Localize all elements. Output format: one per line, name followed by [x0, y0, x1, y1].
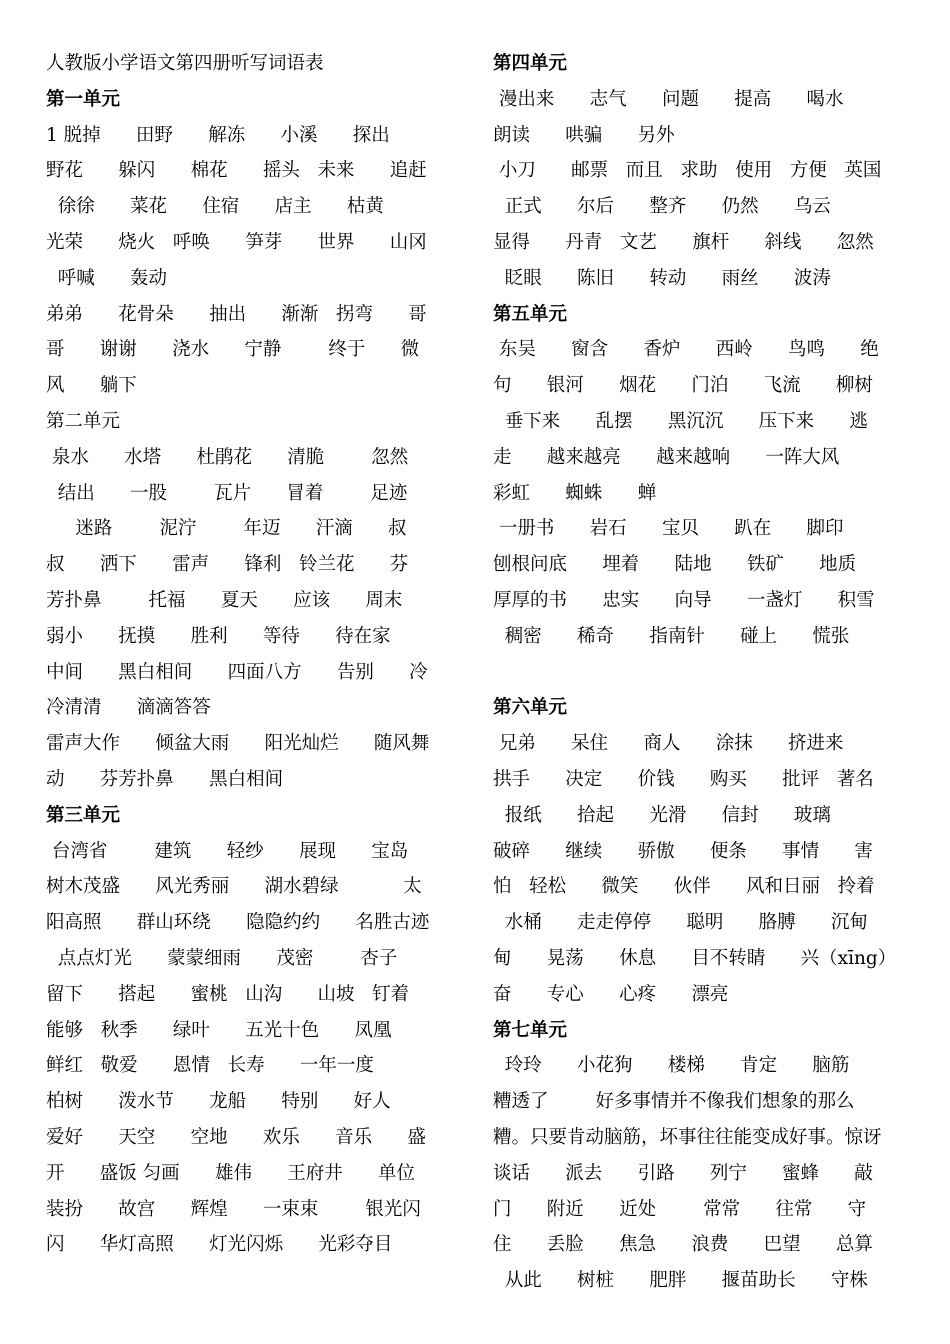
text-line: 呼喊 轰动: [46, 267, 168, 289]
text-line: 小刀 邮票 而且 求助 使用 方便 英国: [493, 160, 882, 182]
text-line: 一册书 岩石 宝贝 趴在 脚印: [493, 518, 844, 540]
text-line: 稠密 稀奇 指南针 碰上 慌张: [493, 625, 850, 647]
text-line: 点点灯光 蒙蒙细雨 茂密 杏子: [46, 947, 398, 969]
text-line: 甸 晃荡 休息 目不转睛 兴（xīng）: [493, 947, 897, 969]
text-line: 兄弟 呆住 商人 涂抹 挤进来: [493, 733, 844, 755]
text-line: 爱好 天空 空地 欢乐 音乐 盛: [46, 1126, 426, 1148]
text-line: 光荣 烧火 呼唤 笋芽 世界 山冈: [46, 231, 427, 253]
text-line: 装扮 故宫 辉煌 一束束 银光闪: [46, 1198, 421, 1220]
text-line: 显得 丹青 文艺 旗杆 斜线 忽然: [493, 231, 874, 253]
text-line: 怕 轻松 微笑 伙伴 风和日丽 拎着: [493, 876, 875, 898]
text-line: [493, 655, 905, 691]
text-line: 门 附近 近处 常常 往常 守: [493, 1198, 867, 1220]
text-line: 阳高照 群山环绕 隐隐约约 名胜古迹: [46, 912, 430, 934]
text-line: 拱手 决定 价钱 购买 批评 著名: [493, 768, 874, 790]
section-heading: 第三单元: [46, 804, 121, 826]
text-line: 糟。只要肯动脑筋，坏事往往能变成好事。惊讶: [493, 1126, 882, 1148]
text-line: 刨根问底 埋着 陆地 铁矿 地质: [493, 554, 857, 576]
text-line: 奋 专心 心疼 漂亮: [493, 983, 729, 1005]
text-line: 走 越来越亮 越来越响 一阵大风: [493, 446, 840, 468]
text-line: 彩虹 蜘蛛 蝉: [493, 482, 657, 504]
text-line: 鲜红 敬爱 恩情 长寿 一年一度: [46, 1055, 374, 1077]
right-column: [493, 46, 905, 1299]
section-heading: 第七单元: [493, 1019, 568, 1041]
text-line: 弟弟 花骨朵 抽出 渐渐 拐弯 哥: [46, 303, 427, 325]
text-line: 冷清清 滴滴答答: [46, 697, 211, 719]
text-line: 迷路 泥泞 年迈 汗滴 叔: [46, 518, 407, 540]
text-line: 住 丢脸 焦急 浪费 巴望 总算: [493, 1234, 873, 1256]
section-heading: 第六单元: [493, 697, 568, 719]
text-line: 雷声大作 倾盆大雨 阳光灿烂 随风舞: [46, 733, 430, 755]
text-line: 垂下来 乱摆 黑沉沉 压下来 逃: [493, 410, 868, 432]
text-line: 徐徐 菜花 住宿 店主 枯黄: [46, 196, 384, 218]
text-line: 水桶 走走停停 聪明 胳膊 沉甸: [493, 912, 868, 934]
section-heading: 第四单元: [493, 53, 568, 74]
text-line: 破碎 继续 骄傲 便条 事情 害: [493, 840, 873, 862]
text-line: 玲玲 小花狗 楼梯 肯定 脑筋: [493, 1055, 850, 1077]
text-line: 树木茂盛 风光秀丽 湖水碧绿 太: [46, 876, 422, 898]
text-line: 闪 华灯高照 灯光闪烁 光彩夺目: [46, 1234, 393, 1256]
text-line: 朗读 哄骗 另外: [493, 124, 675, 146]
text-line: 谈话 派去 引路 列宁 蜜蜂 敲: [493, 1162, 873, 1184]
text-line: 野花 躲闪 棉花 摇头 未来 追赶: [46, 160, 427, 182]
text-line: 留下 搭起 蜜桃 山沟 山坡 钉着: [46, 983, 410, 1005]
text-line: 中间 黑白相间 四面八方 告别 冷: [46, 661, 428, 683]
text-line: 叔 洒下 雷声 锋利 铃兰花 芬: [46, 554, 409, 576]
text-line: 1 脱掉 田野 解冻 小溪 探出: [46, 124, 390, 146]
text-line: 芳扑鼻 托福 夏天 应该 周末: [46, 589, 403, 611]
text-line: 从此 树桩 肥胖 揠苗助长 守株: [493, 1270, 868, 1292]
text-line: 句 银河 烟花 门泊 飞流 柳树: [493, 375, 873, 397]
text-line: 弱小 抚摸 胜利 等待 待在家: [46, 625, 391, 647]
text-line: 能够 秋季 绿叶 五光十色 凤凰: [46, 1019, 392, 1041]
text-line: 正式 尔后 整齐 仍然 乌云: [493, 196, 831, 218]
text-line: 结出 一股 瓦片 冒着 足迹: [46, 482, 408, 504]
text-line: 眨眼 陈旧 转动 雨丝 波涛: [493, 267, 831, 289]
text-line: 糟透了 好多事情并不像我们想象的那么: [493, 1091, 855, 1113]
text-line: 台湾省 建筑 轻纱 展现 宝岛: [46, 840, 409, 862]
section-heading: 第一单元: [46, 88, 121, 110]
section-heading: 第五单元: [493, 303, 568, 325]
text-line: 第二单元: [46, 410, 121, 432]
text-line: 柏树 泼水节 龙船 特别 好人: [46, 1091, 391, 1113]
text-line: 厚厚的书 忠实 向导 一盏灯 积雪: [493, 589, 875, 611]
text-line: 泉水 水塔 杜鹃花 清脆 忽然: [46, 446, 409, 468]
text-line: 开 盛饭 匀画 雄伟 王府井 单位: [46, 1162, 416, 1184]
text-line: 东吴 窗含 香炉 西岭 鸟鸣 绝: [493, 339, 879, 361]
text-line: 人教版小学语文第四册听写词语表: [46, 53, 324, 74]
text-line: 漫出来 志气 问题 提高 喝水: [493, 88, 844, 110]
text-line: 动 芬芳扑鼻 黑白相间: [46, 768, 284, 790]
text-line: 哥 谢谢 浇水 宁静 终于 微: [46, 339, 420, 361]
text-line: 风 躺下: [46, 375, 137, 397]
left-column: [46, 46, 458, 1263]
text-line: 报纸 拾起 光滑 信封 玻璃: [493, 804, 831, 826]
